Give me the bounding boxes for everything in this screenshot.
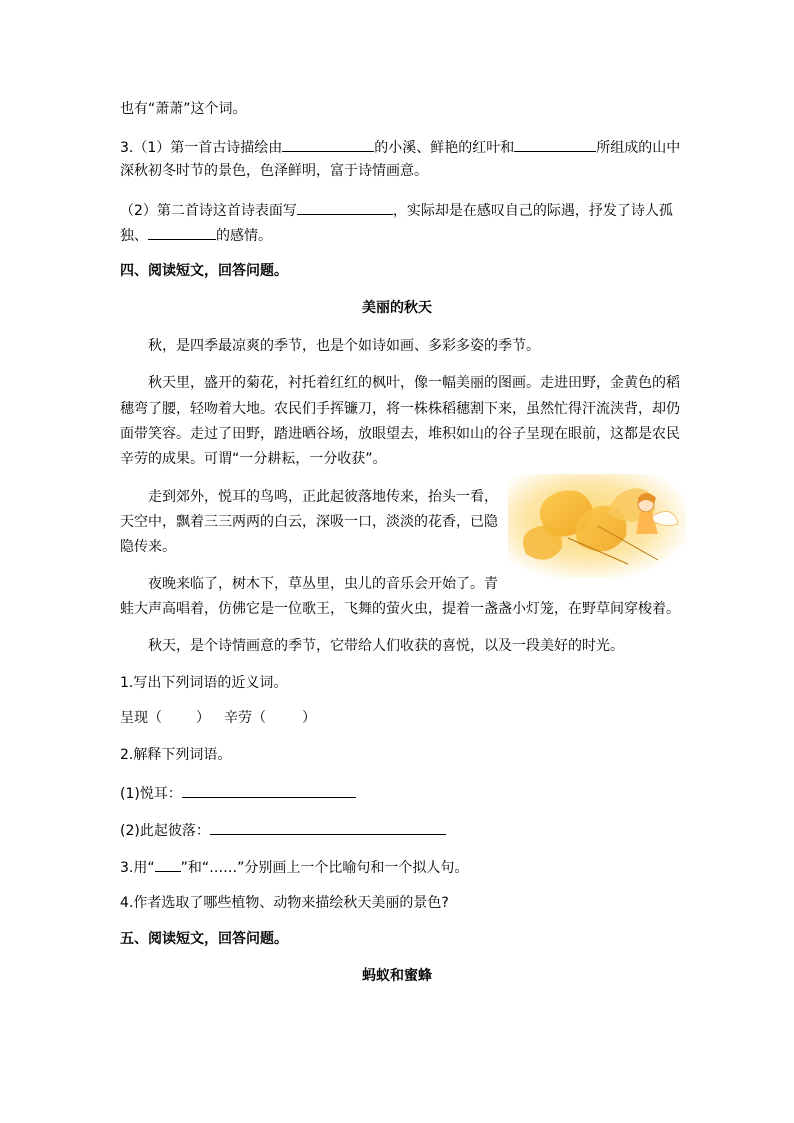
- question-3-text-b: ”和“……”分别画上一个比喻句和一个拟人句。: [180, 860, 469, 876]
- q3-part1-line1: [120, 139, 680, 155]
- word-chengxian: 呈现（: [120, 710, 162, 726]
- passage-paragraph-4-line: 蛙大声高唱着，仿佛它是一位歌王，飞舞的萤火虫，提着一盏盏小灯笼，在野草间穿梭着。: [120, 601, 680, 617]
- passage-paragraph-3-line: 走到郊外，悦耳的鸟鸣，正此起彼落地传来，抬头一看，: [148, 489, 498, 505]
- question-2a: [120, 785, 356, 801]
- section4-heading: 四、阅读短文，回答问题。: [120, 263, 288, 279]
- passage-paragraph-3-line: 隐传来。: [120, 539, 176, 555]
- passage-paragraph-2-line: 穗弯了腰，轻吻着大地。农民们手挥镰刀，将一株株稻穗割下来，虽然忙得汗流浃背，却仍: [120, 401, 680, 417]
- passage-paragraph-2-line: 秋天里，盛开的菊花，衬托着红红的枫叶，像一幅美丽的图画。走进田野，金黄色的稻: [148, 375, 680, 391]
- answer-blank[interactable]: [210, 822, 446, 835]
- answer-blank[interactable]: [148, 227, 216, 240]
- q3-part2-line1: [120, 202, 673, 218]
- passage-paragraph-2-line: 辛劳的成果。可谓“一分耕耘，一分收获”。: [120, 451, 387, 467]
- answer-blank[interactable]: [297, 202, 393, 215]
- ginkgo-leaves-fairy-illustration: [508, 474, 686, 578]
- passage-title: 美丽的秋天: [362, 300, 432, 316]
- q3-part1-text-b: 的小溪、鲜艳的红叶和: [374, 140, 515, 156]
- q3-part2-text-a: （2）第二首诗这首诗表面写: [120, 203, 297, 219]
- q3-part1-text-c: 所组成的山中: [596, 140, 681, 156]
- word-xinlao: 辛劳（: [224, 710, 266, 726]
- question-2: 2.解释下列词语。: [120, 747, 232, 763]
- word-xinlao-close: ）: [302, 710, 316, 726]
- question-2b-label: (2)此起彼落：: [120, 823, 210, 839]
- q3-part2-text-b: ，实际却是在感叹自己的际遇，抒发了诗人孤: [392, 203, 673, 219]
- answer-continuation: 也有“萧萧”这个词。: [120, 101, 247, 117]
- answer-blank[interactable]: [282, 139, 374, 152]
- passage-paragraph-4-line: 夜晚来临了，树木下，草丛里，虫儿的音乐会开始了。青: [148, 576, 498, 592]
- word-chengxian-close: ）: [196, 710, 210, 726]
- section5-heading: 五、阅读短文，回答问题。: [120, 931, 288, 947]
- underline-sample: [155, 859, 181, 872]
- q3-part2-line2: [120, 227, 272, 243]
- question-2a-label: (1)悦耳：: [120, 786, 182, 802]
- passage-paragraph-1: 秋，是四季最凉爽的季节，也是个如诗如画、多彩多姿的季节。: [148, 338, 540, 354]
- answer-blank[interactable]: [182, 785, 356, 798]
- question-1: 1.写出下列词语的近义词。: [120, 675, 288, 691]
- question-3: [120, 859, 468, 875]
- q3-part2-text-c: 独、: [120, 228, 148, 244]
- passage-paragraph-2-line: 面带笑容。走过了田野，踏进晒谷场，放眼望去，堆积如山的谷子呈现在眼前，这都是农民: [120, 426, 680, 442]
- answer-blank[interactable]: [514, 139, 596, 152]
- passage-paragraph-5: 秋天，是个诗情画意的季节，它带给人们收获的喜悦，以及一段美好的时光。: [148, 638, 624, 654]
- q3-part1-line2: 深秋初冬时节的景色，色泽鲜明，富于诗情画意。: [120, 163, 428, 179]
- question-1-words: [120, 711, 316, 725]
- q3-part2-text-d: 的感情。: [216, 228, 272, 244]
- q3-part1-text-a: 3.（1）第一首古诗描绘由: [120, 140, 283, 156]
- question-2b: [120, 822, 446, 838]
- question-4: 4.作者选取了哪些植物、动物来描绘秋天美丽的景色?: [120, 895, 449, 911]
- passage-paragraph-3-line: 天空中，飘着三三两两的白云，深吸一口，淡淡的花香，已隐: [120, 514, 498, 530]
- question-3-text-a: 3.用“: [120, 860, 155, 876]
- passage-title-2: 蚂蚁和蜜蜂: [362, 968, 432, 984]
